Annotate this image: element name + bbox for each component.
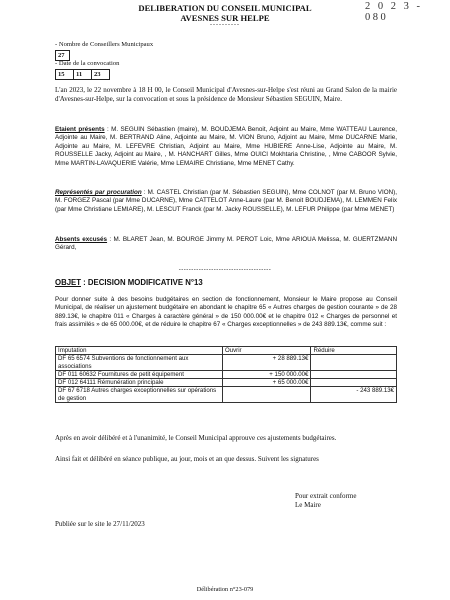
body-paragraph: Pour donner suite à des besoins budgétaires en section de fonctionnement, Monsieur le Maire propose au Conseil Municipal, de réaliser un ajustement budgétaire en abondant le chapitre 65 « Autres charges de gestion courante » de 28 889.13€, le chapitre 011 « Charges à caractère général » de 150 000.00€ et le chapitre 012 « Charges de personnel et frais assimilés » de 65 000.00€, et de réduire le chapitre 67 « Charges exceptionnelles » de 243 889.13€, comme suit : (55, 296, 397, 329)
table-row (56, 355, 397, 371)
objet-label: OBJET (55, 278, 81, 287)
conseillers-count: 27 (55, 50, 70, 61)
presents-paragraph (55, 126, 397, 168)
convocation-date-boxes (55, 69, 109, 80)
objet-heading (55, 278, 203, 287)
budget-table (55, 346, 397, 403)
document-subtitle: AVESNES SUR HELPE (180, 13, 270, 23)
presents-label: Etaient présents (55, 126, 105, 133)
cell-imputation: DF 65 6574 Subventions de fonctionnement aux associations (56, 355, 223, 371)
procuration-list: : M. CASTEL Christian (par M. Sébastien SEGUIN), Mme COLNOT (par M. Bruno VION), M. FORGEZ Pascal (par Mme DUCARNE), Mme CATTELOT Anne-Laure (par M. Benoit BOUDJEMA), M. LEMMEN Felix (par Mme Christiane LEMIARE), M. LESCUT Franck (par M. Jacky ROUSSELLE), M. LEFUR Philippe (par Mme MENET) (55, 189, 397, 213)
convocation-year: 23 (91, 69, 110, 80)
title-rule: ---------- (210, 22, 240, 28)
conseillers-label: - Nombre de Conseillers Municipaux (55, 41, 154, 48)
header-imputation: Imputation (56, 347, 223, 355)
table-row (56, 370, 397, 378)
convocation-month: 11 (73, 69, 92, 80)
absents-label: Absents excusés (55, 236, 108, 243)
absents-paragraph (55, 236, 397, 253)
intro-paragraph: L'an 2023, le 22 novembre à 18 H 00, le Conseil Municipal d'Avesnes-sur-Helpe s'est réuni au Grand Salon de la mairie d'Avesnes-sur-Helpe, sur la convocation et sous la présidence de Monsieur Sébastien SEGUIN, Maire. (55, 86, 397, 103)
header-ouvrir: Ouvrir (222, 347, 310, 355)
section-separator: ------------------------------------- (178, 267, 272, 273)
cell-imputation: DF 012 64111 Rémunération principale (56, 379, 223, 387)
cell-reduire (311, 370, 397, 378)
page-footer: Délibération n°23-079 (196, 586, 254, 593)
cell-ouvrir (222, 387, 310, 403)
convocation-label: - Date de la convocation (55, 60, 120, 67)
objet-title: : DECISION MODIFICATIVE N°13 (81, 278, 203, 287)
cell-imputation: DF 011 60632 Fournitures de petit équipement (56, 370, 223, 378)
closing-statement: Ainsi fait et délibéré en séance publique, au jour, mois et an que dessus. Suivent les signatures (55, 455, 319, 463)
cell-reduire: - 243 889.13€ (311, 387, 397, 403)
convocation-day: 15 (55, 69, 74, 80)
cell-reduire (311, 355, 397, 371)
table-row (56, 379, 397, 387)
table-header-row (56, 347, 397, 355)
header-reduire: Réduire (311, 347, 397, 355)
publication-date: Publiée sur le site le 27/11/2023 (55, 520, 145, 528)
procuration-paragraph (55, 189, 397, 214)
document-reference: 2 0 2 3 - 080 (365, 1, 423, 23)
document-title: DELIBERATION DU CONSEIL MUNICIPAL (138, 3, 312, 13)
signature-line-1: Pour extrait conforme (295, 492, 357, 500)
cell-reduire (311, 379, 397, 387)
absents-list: : M. BLARET Jean, M. BOURGE Jimmy M. PEROT Loic, Mme ARIOUA Melissa, M. GUERTZMANN Gérard, (55, 236, 397, 252)
signature-line-2: Le Maire (295, 501, 321, 509)
cell-ouvrir: + 65 000.00€ (222, 379, 310, 387)
after-deliberation: Après en avoir délibéré et à l'unanimité, le Conseil Municipal approuve ces ajustements budgétaires. (55, 434, 337, 442)
table-row (56, 387, 397, 403)
presents-list: : M. SEGUIN Sébastien (maire), M. BOUDJEMA Benoit, Adjoint au Maire, Mme WATTEAU Laurence, Adjointe au Maire, M. BERTRAND Aline, Adjointe au Maire, M. VION Bruno, Adjoint au Maire, Mme DUCARNE Marie, Adjointe au Maire, M. LEFEVRE Christian, Adjoint au Maire, Mme HUBIERE Anne-Lise, Adjointe au Maire, M. ROUSSELLE Jacky, Adjoint au Maire, , M. HANCHART Gilles, Mme OUICI Mokhtaria Christine, , Mme CABOOR Sylvie, Mme MARTIN-LAVAQUERIE Valérie, Mme LEMAIRE Christiane, Mme MENET Cathy. (55, 126, 397, 167)
cell-ouvrir: + 28 889.13€ (222, 355, 310, 371)
cell-imputation: DF 67 6718 Autres charges exceptionnelles sur opérations de gestion (56, 387, 223, 403)
procuration-label: Représentés par procuration (55, 189, 142, 196)
cell-ouvrir: + 150 000.00€ (222, 370, 310, 378)
